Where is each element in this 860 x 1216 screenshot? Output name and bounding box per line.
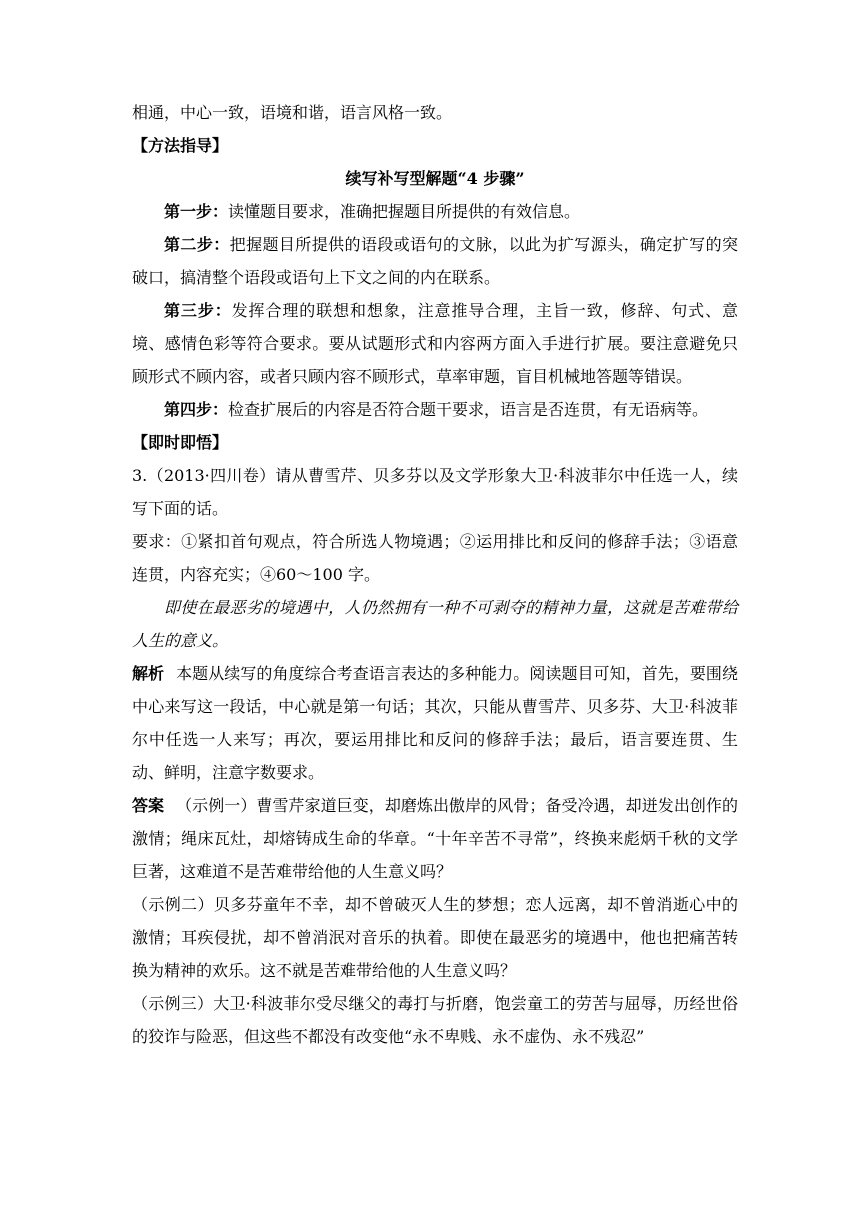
answer-example-3: （示例三）大卫·科波菲尔受尽继父的毒打与折磨，饱尝童工的劳苦与屈辱，历经世俗的狡诈与险恶，但这些不都没有改变他“永不卑贱、永不虚伪、永不残忍” xyxy=(132,994,738,1046)
question-3-text: 3.（2013·四川卷）请从曹雪芹、贝多芬以及文学形象大卫·科波菲尔中任选一人，续写下面的话。 xyxy=(132,466,738,518)
analysis-label: 解析 xyxy=(132,664,165,683)
step-2-label: 第二步： xyxy=(164,235,230,254)
step-3 xyxy=(132,294,738,393)
step-3-text: 发挥合理的联想和想象，注意推导合理，主旨一致，修辞、句式、意境、感情色彩等符合要求。要从试题形式和内容两方面入手进行扩展。要注意避免只顾形式不顾内容，或者只顾内容不顾形式，草率审题，盲目机械地答题等错误。 xyxy=(132,301,738,386)
answer-label: 答案 xyxy=(132,796,165,815)
question-3-requirements: 要求：①紧扣首句观点，符合所选人物境遇；②运用排比和反问的修辞手法；③语意连贯，内容充实；④60～100 字。 xyxy=(132,532,738,584)
step-4-label: 第四步： xyxy=(164,400,229,419)
continued-paragraph: 相通，中心一致，语境和谐，语言风格一致。 xyxy=(132,103,453,122)
step-4-text: 检查扩展后的内容是否符合题干要求，语言是否连贯，有无语病等。 xyxy=(228,400,709,419)
method-heading: 【方法指导】 xyxy=(132,136,229,155)
answer-example-1: （示例一）曹雪芹家道巨变，却磨炼出傲岸的风骨；备受冷遇，却迸发出创作的激情；绳床瓦灶，却熔铸成生命的华章。“十年辛苦不寻常”，终换来彪炳千秋的文学巨著，这难道不是苦难带给他的人生意义吗？ xyxy=(132,796,738,881)
step-3-label: 第三步： xyxy=(164,301,232,320)
answer-paragraph xyxy=(132,789,738,888)
step-1 xyxy=(132,195,738,228)
step-1-label: 第一步： xyxy=(164,202,229,221)
step-2 xyxy=(132,228,738,294)
question-3-sentence: 即使在最恶劣的境遇中，人仍然拥有一种不可剥夺的精神力量，这就是苦难带给人生的意义。 xyxy=(132,598,738,650)
analysis-text: 本题从续写的角度综合考查语言表达的多种能力。阅读题目可知，首先，要围绕中心来写这一段话，中心就是第一句话；其次，只能从曹雪芹、贝多芬、大卫·科波菲尔中任选一人来写；再次，要运用排比和反问的修辞手法；最后，语言要连贯、生动、鲜明，注意字数要求。 xyxy=(132,664,738,782)
analysis-paragraph xyxy=(132,657,738,789)
answer-example-2: （示例二）贝多芬童年不幸，却不曾破灭人生的梦想；恋人远离，却不曾消逝心中的激情；耳疾侵扰，却不曾消泯对音乐的执着。即使在最恶劣的境遇中，他也把痛苦转换为精神的欢乐。这不就是苦难带给他的人生意义吗？ xyxy=(132,895,738,980)
method-title: 续写补写型解题“4 步骤” xyxy=(345,169,525,188)
practice-heading: 【即时即悟】 xyxy=(132,433,229,452)
document-page xyxy=(132,96,738,1053)
step-4 xyxy=(132,393,738,426)
step-2-text: 把握题目所提供的语段或语句的文脉，以此为扩写源头，确定扩写的突破口，搞清整个语段或语句上下文之间的内在联系。 xyxy=(132,235,738,287)
step-1-text: 读懂题目要求，准确把握题目所提供的有效信息。 xyxy=(228,202,581,221)
